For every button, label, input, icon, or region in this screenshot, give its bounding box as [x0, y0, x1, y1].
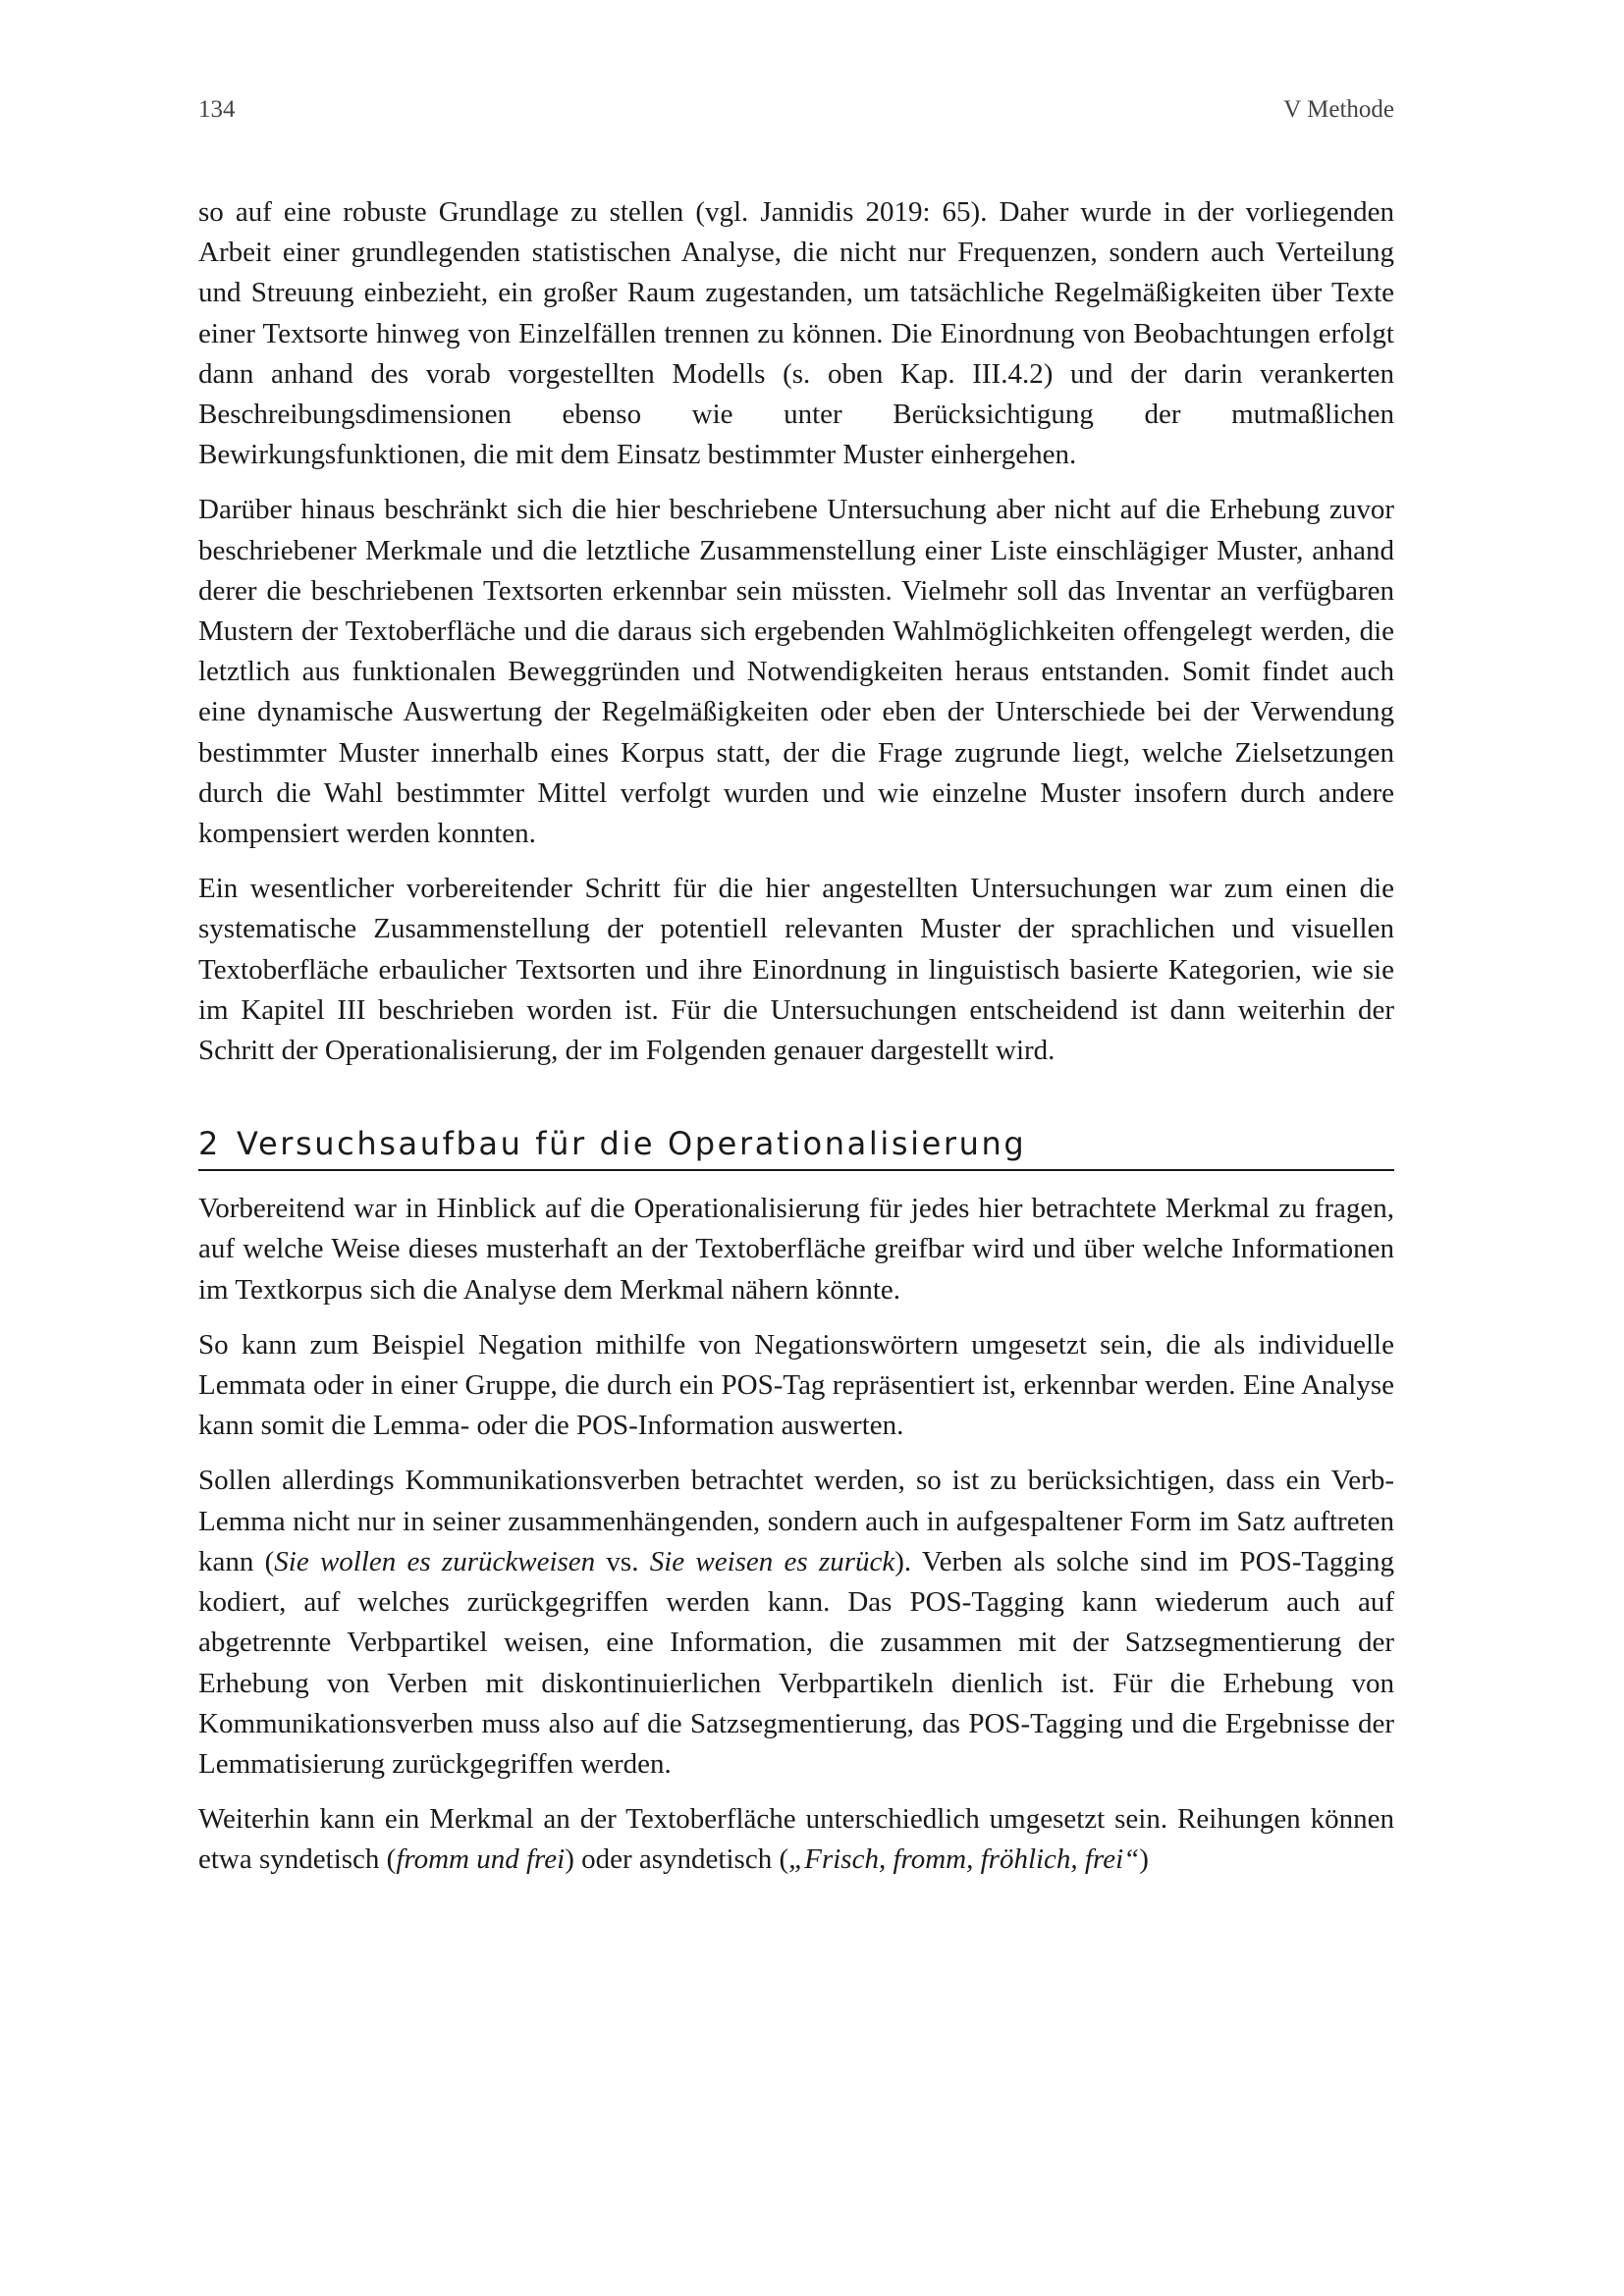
- running-header: [198, 96, 1394, 132]
- book-page: [198, 0, 1394, 2296]
- chapter-title: V Methode: [1283, 96, 1394, 123]
- section-number: 2: [198, 1125, 221, 1163]
- text-run: ) oder asyndetisch (: [565, 1843, 789, 1876]
- page-number: 134: [198, 96, 236, 123]
- section-heading: [198, 1120, 1394, 1171]
- paragraph: Vorbereitend war in Hinblick auf die Operationalisierung für jedes hier betrachtete Merkmal zu fragen, auf welche Weise dieses musterhaft an der Textoberfläche greifbar wird und über welche Informationen im Textkorpus sich die Analyse dem Merkmal nähern könnte.: [198, 1193, 1394, 1306]
- example-italic: Sie weisen es zurück: [649, 1545, 895, 1577]
- text-run: vs.: [595, 1545, 650, 1577]
- paragraph-last: [198, 1799, 1394, 1880]
- text-run: ): [1139, 1843, 1149, 1876]
- section-title: Versuchsaufbau für die Operationalisierung: [236, 1125, 1027, 1163]
- example-italic: „Frisch, fromm, fröhlich, frei“: [788, 1843, 1140, 1876]
- paragraph-verbs: [198, 1461, 1394, 1785]
- body-text: [198, 192, 1394, 1896]
- text-run: Sollen allerdings Kommunikationsverben betrachtet werden, so ist zu berücksichtigen, dass ein Verb-Lemma nicht nur in seiner zusammenhängenden, sondern auch in aufgespaltener Form im Satz auftreten kann (: [198, 1465, 1394, 1577]
- paragraph: so auf eine robuste Grundlage zu stellen (vgl. Jannidis 2019: 65). Daher wurde in der vorliegenden Arbeit einer grundlegenden statistischen Analyse, die nicht nur Frequenzen, sondern auch Verteilung und Streuung einbezieht, ein großer Raum zugestanden, um tatsächliche Regelmäßigkeiten über Texte einer Textsorte hinweg von Einzelfällen trennen zu können. Die Einordnung von Beobachtungen erfolgt dann anhand des vorab vorgestellten Modells (s. oben Kap. III.4.2) und der darin verankerten Beschreibungsdimensionen ebenso wie unter Berücksichtigung der mutmaßlichen Bewirkungsfunktionen, die mit dem Einsatz bestimmter Muster einhergehen.: [198, 196, 1394, 471]
- example-italic: fromm und frei: [396, 1843, 566, 1876]
- paragraph: Ein wesentlicher vorbereitender Schritt für die hier angestellten Untersuchungen war zum einen die systematische Zusammenstellung der potentiell relevanten Muster der sprachlichen und visuellen Textoberfläche erbaulicher Textsorten und ihre Einordnung in linguistisch basierte Kategorien, wie sie im Kapitel III beschrieben worden ist. Für die Untersuchungen entscheidend ist dann weiterhin der Schritt der Operationalisierung, der im Folgenden genauer dargestellt wird.: [198, 873, 1394, 1067]
- text-run: Weiterhin kann ein Merkmal an der Textoberfläche unterschiedlich umgesetzt sein. Reihungen können etwa syndetisch (: [198, 1803, 1394, 1876]
- text-run: ). Verben als solche sind im POS-Tagging kodiert, auf welches zurückgegriffen werden kann. Das POS-Tagging kann wiederum auch auf abgetrennte Verbpartikel weisen, eine Information, die zusammen mit der Satzsegmentierung der Erhebung von Verben mit diskontinuierlichen Verbpartikeln dienlich ist. Für die Erhebung von Kommunikationsverben muss also auf die Satzsegmentierung, das POS-Tagging und die Ergebnisse der Lemmatisierung zurückgegriffen werden.: [198, 1545, 1394, 1780]
- example-italic: Sie wollen es zurückweisen: [274, 1545, 596, 1577]
- paragraph: So kann zum Beispiel Negation mithilfe von Negationswörtern umgesetzt sein, die als individuelle Lemmata oder in einer Gruppe, die durch ein POS-Tag repräsentiert ist, erkennbar werden. Eine Analyse kann somit die Lemma- oder die POS-Information auswerten.: [198, 1328, 1394, 1442]
- paragraph: Darüber hinaus beschränkt sich die hier beschriebene Untersuchung aber nicht auf die Erhebung zuvor beschriebener Merkmale und die letztliche Zusammenstellung einer Liste einschlägiger Muster, anhand derer die beschriebenen Textsorten erkennbar sein müssten. Vielmehr soll das Inventar an verfügbaren Mustern der Textoberfläche und die daraus sich ergebenden Wahlmöglichkeiten offengelegt werden, die letztlich aus funktionalen Beweggründen und Notwendigkeiten heraus entstanden. Somit findet auch eine dynamische Auswertung der Regelmäßigkeiten oder eben der Unterschiede bei der Verwendung bestimmter Muster innerhalb eines Korpus statt, der die Frage zugrunde liegt, welche Zielsetzungen durch die Wahl bestimmter Mittel verfolgt wurden und wie einzelne Muster insofern durch andere kompensiert werden konnten.: [198, 494, 1394, 850]
